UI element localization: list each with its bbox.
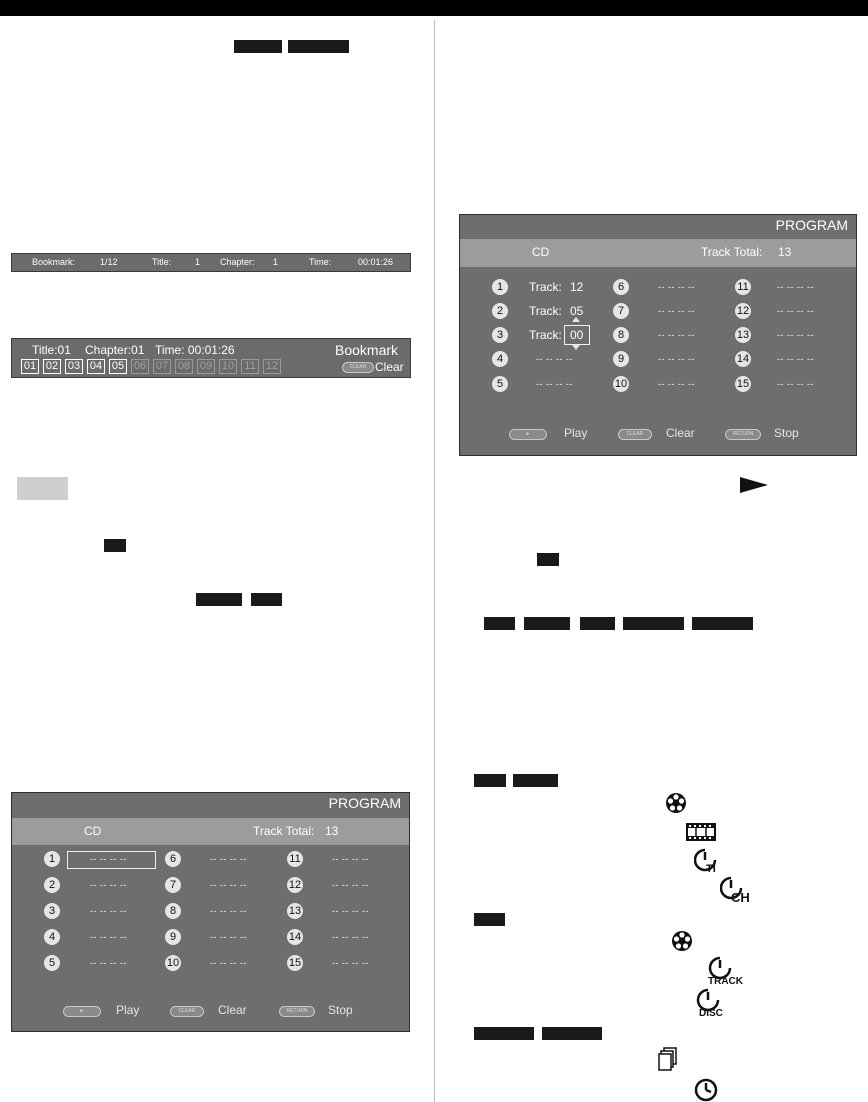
time-label: Time: [309, 257, 332, 267]
clear-label: Clear [218, 1003, 247, 1017]
program-slot-number: 11 [735, 279, 751, 295]
bookmark-slot[interactable]: 06 [131, 359, 149, 374]
program-empty-slot[interactable]: -- -- -- -- [777, 330, 814, 340]
bookmark-status-bar [11, 253, 411, 272]
format-badge [288, 40, 349, 53]
program-empty-slot[interactable]: -- -- -- -- [210, 854, 247, 864]
play-remote-button[interactable]: ► [63, 1006, 101, 1017]
program-slot-number: 10 [614, 378, 628, 390]
program-empty-slot[interactable]: -- -- -- -- [777, 379, 814, 389]
program-empty-slot[interactable]: -- -- -- -- [90, 880, 127, 890]
bookmark-slot[interactable]: 07 [153, 359, 171, 374]
decrement-arrow-icon[interactable] [572, 345, 580, 350]
program-header [12, 818, 409, 845]
program-empty-slot[interactable]: -- -- -- -- [536, 379, 573, 389]
format-badge [251, 593, 282, 606]
program-empty-slot[interactable]: -- -- -- -- [90, 958, 127, 968]
play-remote-button[interactable]: ► [509, 429, 547, 440]
program-title: PROGRAM [328, 795, 401, 811]
program-slot-number: 15 [736, 378, 750, 390]
return-remote-button[interactable]: RETURN [725, 429, 761, 440]
clear-remote-button[interactable]: CLEAR [170, 1006, 204, 1017]
program-empty-slot[interactable]: -- -- -- -- [332, 906, 369, 916]
format-badge [474, 774, 506, 787]
play-icon [740, 477, 768, 493]
program-slot-number: 13 [736, 329, 750, 341]
format-badge [234, 40, 282, 53]
program-track-label: Track: [529, 280, 562, 294]
program-empty-slot[interactable]: -- -- -- -- [777, 306, 814, 316]
format-badge [542, 1027, 602, 1040]
program-track-value[interactable]: 05 [570, 304, 584, 318]
program-empty-slot[interactable]: -- -- -- -- [90, 906, 127, 916]
track-disc-icon [670, 930, 694, 952]
program-slot-number: 10 [166, 957, 180, 969]
stop-label: Stop [774, 426, 799, 440]
track-total-label: Track Total: [253, 824, 315, 838]
format-badge [196, 593, 242, 606]
program-slot-number: 5 [492, 376, 508, 392]
note-marker [17, 477, 68, 500]
track-total-value: 13 [778, 245, 792, 259]
bookmark-heading: Bookmark [335, 342, 399, 358]
chapter-label: Chapter: [220, 257, 255, 267]
program-empty-slot[interactable]: -- -- -- -- [210, 906, 247, 916]
program-title: PROGRAM [775, 217, 848, 233]
program-empty-slot[interactable]: -- -- -- -- [210, 880, 247, 890]
program-header [460, 239, 856, 267]
bookmark-slot[interactable]: 08 [175, 359, 193, 374]
program-slot-number: 14 [736, 353, 750, 365]
program-empty-slot[interactable]: -- -- -- -- [332, 958, 369, 968]
format-badge [474, 1027, 534, 1040]
source-label: CD [532, 245, 550, 259]
chapter-time-icon [720, 876, 752, 904]
program-slot-number: 6 [165, 851, 181, 867]
program-slot-number: 5 [44, 955, 60, 971]
program-slot-number: 8 [165, 903, 181, 919]
bookmark-slot[interactable]: 10 [219, 359, 237, 374]
program-empty-slot[interactable]: -- -- -- -- [658, 379, 695, 389]
bookmark-slot[interactable]: 11 [241, 359, 259, 374]
format-badge [580, 617, 615, 630]
program-slot-number: 4 [492, 351, 508, 367]
program-slot-number: 8 [613, 327, 629, 343]
format-badge [623, 617, 684, 630]
bookmark-slot[interactable]: 09 [197, 359, 215, 374]
program-slot-number: 6 [613, 279, 629, 295]
track-total-value: 13 [325, 824, 339, 838]
format-badge [513, 774, 558, 787]
bookmark-slot[interactable]: 01 [21, 359, 39, 374]
program-track-value[interactable]: 00 [570, 328, 584, 342]
program-empty-slot[interactable]: -- -- -- -- [210, 932, 247, 942]
bookmark-label: Bookmark: [32, 257, 76, 267]
time-value: 00:01:26 [358, 257, 394, 267]
chapter-value: 1 [273, 257, 279, 267]
bookmark-panel [11, 338, 411, 378]
format-badge [484, 617, 515, 630]
track-total-label: Track Total: [701, 245, 763, 259]
bookmark-value: 1/12 [100, 257, 118, 267]
program-slot-number: 4 [44, 929, 60, 945]
clear-remote-button[interactable]: CLEAR [342, 362, 374, 373]
program-slot-number: 2 [44, 877, 60, 893]
title-time-icon-text: TI [706, 863, 716, 874]
title-label: Title: [152, 257, 172, 267]
program-track-value[interactable]: 12 [570, 280, 584, 294]
column-divider [434, 20, 435, 1102]
track-time-icon-text: TRACK [708, 976, 743, 986]
format-badge [692, 617, 753, 630]
source-label: CD [84, 824, 102, 838]
program-empty-slot[interactable]: -- -- -- -- [210, 958, 247, 968]
disc-time-icon-text: DISC [699, 1008, 723, 1018]
panel-chapter: Chapter:01 [85, 343, 145, 357]
program-slot-number: 9 [613, 351, 629, 367]
program-empty-slot[interactable]: -- -- -- -- [536, 354, 573, 364]
program-slot-number: 7 [613, 303, 629, 319]
clear-label: Clear [666, 426, 695, 440]
program-slot-number: 7 [165, 877, 181, 893]
program-empty-slot[interactable]: -- -- -- -- [658, 306, 695, 316]
clear-remote-button[interactable]: CLEAR [618, 429, 652, 440]
time-icon [694, 1078, 718, 1102]
program-empty-slot[interactable]: -- -- -- -- [90, 854, 127, 864]
program-slot-number: 13 [288, 905, 302, 917]
title-icon [664, 792, 688, 814]
return-remote-button[interactable]: RETURN [279, 1006, 315, 1017]
stop-label: Stop [328, 1003, 353, 1017]
play-label: Play [116, 1003, 140, 1017]
program-selection-cursor[interactable] [67, 851, 156, 869]
program-slot-number: 3 [492, 327, 508, 343]
chapter-icon [686, 823, 716, 841]
program-empty-slot[interactable]: -- -- -- -- [332, 854, 369, 864]
bookmark-slot[interactable]: 05 [109, 359, 127, 374]
program-empty-slot[interactable]: -- -- -- -- [777, 282, 814, 292]
program-track-label: Track: [529, 328, 562, 342]
program-slot-number: 12 [288, 879, 302, 891]
program-empty-slot[interactable]: -- -- -- -- [90, 932, 127, 942]
format-badge [474, 913, 505, 926]
title-value: 1 [195, 257, 201, 267]
program-slot-number: 9 [165, 929, 181, 945]
play-label: Play [564, 426, 588, 440]
program-slot-number: 11 [287, 851, 303, 867]
file-icon [658, 1047, 678, 1071]
format-badge [104, 539, 126, 552]
track-time-icon [706, 956, 744, 986]
program-empty-slot[interactable]: -- -- -- -- [777, 354, 814, 364]
program-panel-filled [459, 214, 857, 456]
program-slot-number: 14 [288, 931, 302, 943]
chapter-time-icon-text: CH [731, 890, 750, 904]
program-slot-number: 3 [44, 903, 60, 919]
bookmark-slot[interactable]: 02 [43, 359, 61, 374]
title-time-icon [694, 848, 724, 874]
bookmark-slot[interactable]: 04 [87, 359, 105, 374]
format-badge [524, 617, 570, 630]
top-header-bar [0, 0, 868, 16]
program-empty-slot[interactable]: -- -- -- -- [658, 330, 695, 340]
program-slot-number: 2 [492, 303, 508, 319]
bookmark-slot[interactable]: 12 [263, 359, 281, 374]
panel-time: Time: 00:01:26 [155, 343, 235, 357]
program-slot-number: 1 [44, 851, 60, 867]
program-empty-slot[interactable]: -- -- -- -- [658, 282, 695, 292]
disc-time-icon [696, 988, 728, 1018]
format-badge [537, 553, 559, 566]
clear-label: Clear [375, 360, 404, 374]
program-slot-number: 1 [492, 279, 508, 295]
bookmark-slot[interactable]: 03 [65, 359, 83, 374]
program-empty-slot[interactable]: -- -- -- -- [658, 354, 695, 364]
program-edit-box[interactable] [564, 325, 590, 345]
program-empty-slot[interactable]: -- -- -- -- [332, 880, 369, 890]
panel-title: Title:01 [32, 343, 71, 357]
program-slot-number: 12 [736, 305, 750, 317]
increment-arrow-icon[interactable] [572, 317, 580, 322]
program-slot-number: 15 [288, 957, 302, 969]
program-empty-slot[interactable]: -- -- -- -- [332, 932, 369, 942]
program-panel-empty [11, 792, 410, 1032]
program-track-label: Track: [529, 304, 562, 318]
